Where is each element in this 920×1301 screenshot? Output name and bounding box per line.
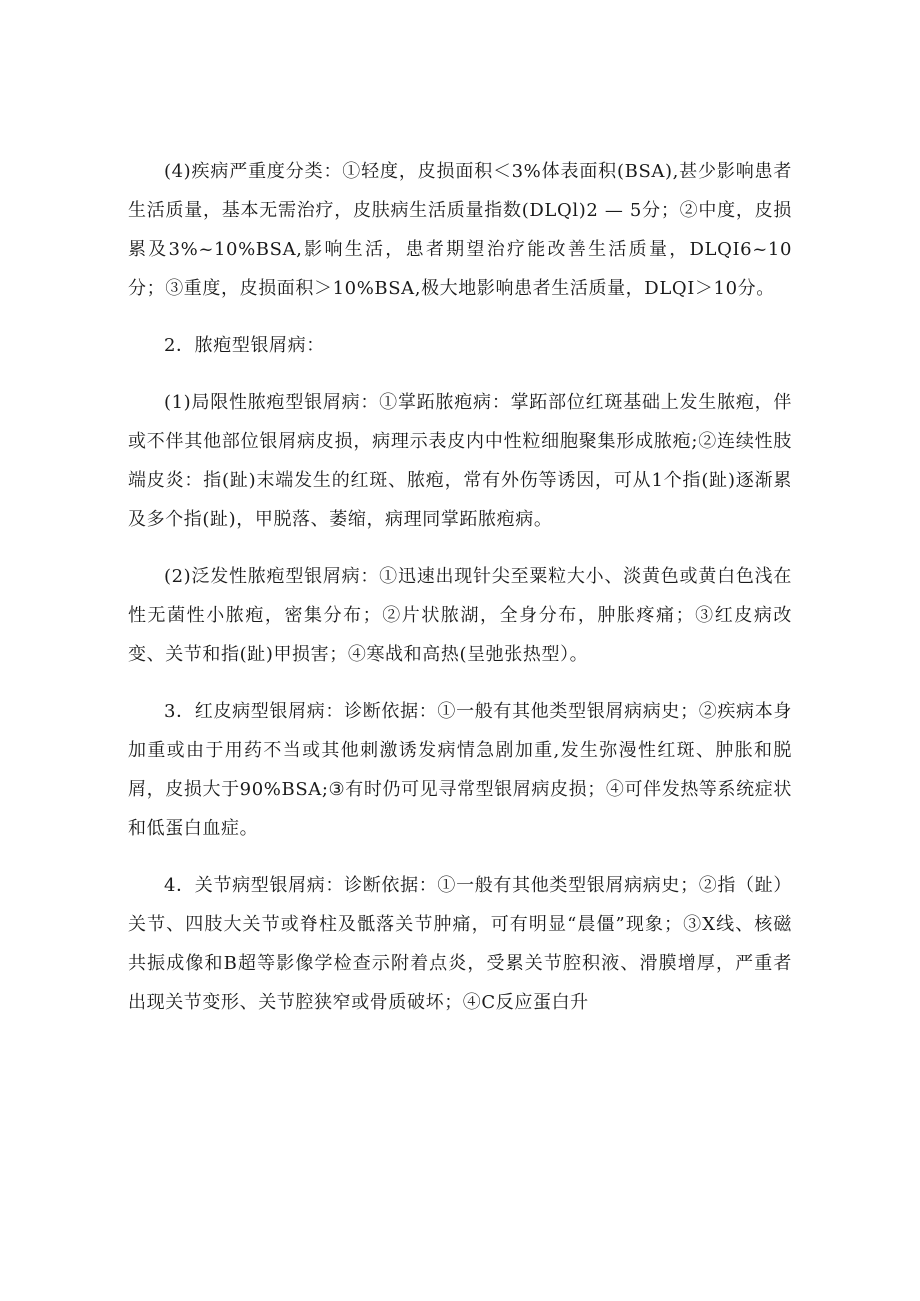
paragraph-localized-pustular: (1)局限性脓疱型银屑病：①掌跖脓疱病：掌跖部位红斑基础上发生脓疱，伴或不伴其他部位银屑病皮损，病理示表皮内中性粒细胞聚集形成脓疱;②连续性肢端皮炎：指(趾)末端发生的红斑、脓疱，常有外伤等诱因，可从1个指(趾)逐渐累及多个指(趾)，甲脱落、萎缩，病理同掌跖脓疱病。: [128, 392, 792, 530]
paragraph-severity-classification: (4)疾病严重度分类：①轻度，皮损面积＜3%体表面积(BSA),甚少影响患者生活质量，基本无需治疗，皮肤病生活质量指数(DLQl)2 — 5分；②中度，皮损累及3%~10%BSA,影响生活，患者期望治疗能改善生活质量，DLQI6~10分；③重度，皮损面积＞10%BSA,极大地影响患者生活质量，DLQI＞10分。: [128, 161, 792, 299]
document-body: [128, 152, 792, 1022]
paragraph-arthropathic: 4．关节病型银屑病：诊断依据：①一般有其他类型银屑病病史；②指（趾）关节、四肢大关节或脊柱及骶落关节肿痛，可有明显“晨僵”现象；③X线、核磁共振成像和B超等影像学检查示附着点炎，受累关节腔积液、滑膜增厚，严重者出现关节变形、关节腔狭窄或骨质破坏；④C反应蛋白升: [128, 875, 792, 1013]
paragraph-pustular-heading: 2．脓疱型银屑病：: [164, 335, 325, 356]
paragraph-erythrodermic: 3．红皮病型银屑病：诊断依据：①一般有其他类型银屑病病史；②疾病本身加重或由于用药不当或其他刺激诱发病情急剧加重,发生弥漫性红斑、肿胀和脱屑，皮损大于90%BSA;③有时仍可见寻常型银屑病皮损；④可伴发热等系统症状和低蛋白血症。: [128, 701, 792, 839]
paragraph-generalized-pustular: (2)泛发性脓疱型银屑病：①迅速出现针尖至粟粒大小、淡黄色或黄白色浅在性无菌性小脓疱，密集分布；②片状脓湖，全身分布，肿胀疼痛；③红皮病改变、关节和指(趾)甲损害；④寒战和高热(呈弛张热型）。: [128, 566, 792, 665]
